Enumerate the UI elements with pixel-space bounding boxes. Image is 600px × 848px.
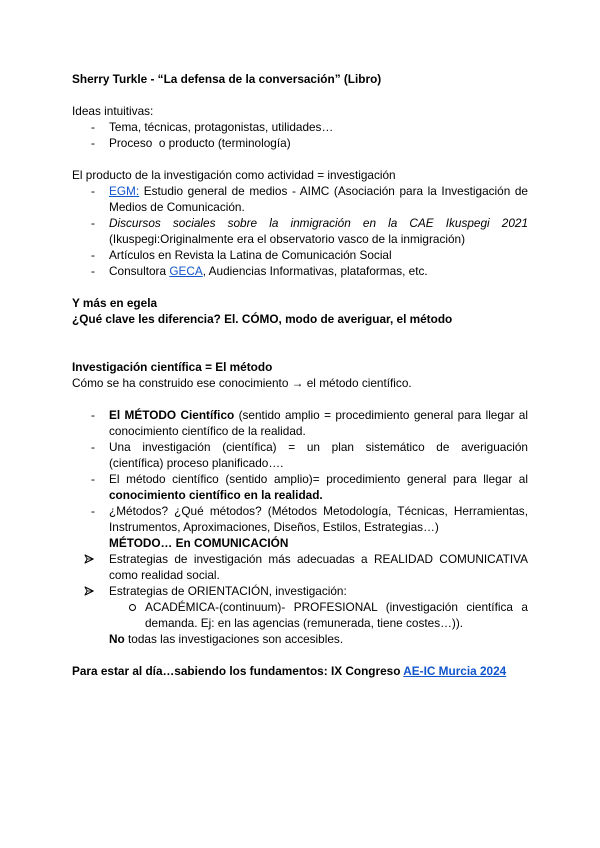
- list-item-egm: [72, 183, 528, 215]
- academica-line-1: ACADÉMICA-(continuum)- PROFESIONAL (investigación científica a: [145, 600, 528, 614]
- egela-section: [72, 295, 528, 327]
- dash-bullet: -: [91, 504, 95, 518]
- ideas-section: [72, 103, 528, 151]
- estrategias-realidad-line-2: como realidad social.: [109, 568, 220, 582]
- consultora-text-after: , Audiencias Informativas, plataformas, etc.: [202, 264, 428, 278]
- dash-bullet: -: [91, 184, 95, 198]
- egm-line-1: [109, 183, 528, 199]
- list-item-articulos: [72, 247, 528, 263]
- metodo-intro: Cómo se ha construido ese conocimiento → el método científico.: [72, 376, 412, 390]
- consultora-line: [109, 263, 528, 279]
- list-item-metodos: [72, 503, 528, 535]
- articulos-text: Artículos en Revista la Latina de Comunicación Social: [109, 248, 392, 262]
- ideas-heading: Ideas intuitivas:: [72, 104, 154, 118]
- arrowhead-icon: [84, 554, 94, 564]
- metodo-cientifico-line-1: [109, 407, 528, 423]
- arrow-item-estrategias-realidad: [72, 551, 528, 583]
- discursos-line-1: Discursos sociales sobre la inmigración en la CAE Ikuspegi 2021: [109, 216, 528, 230]
- arrowhead-icon: [84, 586, 94, 596]
- dash-bullet: -: [91, 216, 95, 230]
- list-item-consultora: [72, 263, 528, 279]
- metodo-heading: Investigación científica = El método: [72, 360, 273, 374]
- consultora-text-before: Consultora: [109, 264, 170, 278]
- egm-line-2: Medios de Comunicación.: [109, 200, 245, 214]
- document-title: Sherry Turkle - “La defensa de la conversación” (Libro): [72, 72, 382, 86]
- congreso-line: [72, 663, 528, 679]
- egm-link[interactable]: EGM:: [109, 184, 140, 198]
- sub-item-academica: [72, 599, 528, 631]
- metodo-section: [72, 359, 528, 647]
- dash-bullet: -: [91, 264, 95, 278]
- list-item-discursos: [72, 215, 528, 247]
- investigacion-line-1: Una investigación (científica) = un plan sistemático de averiguación: [109, 440, 528, 454]
- note-text: todas las investigaciones son accesibles.: [124, 632, 344, 646]
- metodo-cientifico-line-2: conocimiento científico de la realidad.: [109, 424, 306, 438]
- circle-bullet-icon: [129, 604, 136, 611]
- academica-line-2: demanda. Ej: en las agencias (remunerada, tiene costes…)).: [145, 616, 464, 630]
- metodo-amplio-line-2: conocimiento científico en la realidad.: [109, 488, 323, 502]
- comunicacion-heading: MÉTODO… En COMUNICACIÓN: [109, 536, 289, 550]
- discursos-line-2: (Ikuspegi:Originalmente era el observatorio vasco de la inmigración): [109, 232, 466, 246]
- metodos-line-1: ¿Métodos? ¿Qué métodos? (Métodos Metodología, Técnicas, Herramientas,: [109, 504, 528, 518]
- list-item-proceso: [72, 135, 528, 151]
- estrategias-orientacion-text: Estrategias de ORIENTACIÓN, investigación:: [109, 584, 347, 598]
- producto-section: [72, 167, 528, 279]
- congreso-text: Para estar al día…sabiendo los fundamentos: IX Congreso: [72, 664, 404, 678]
- dash-bullet: -: [91, 440, 95, 454]
- dash-bullet: -: [91, 136, 95, 150]
- dash-bullet: -: [91, 408, 95, 422]
- accesibles-note: [72, 631, 528, 647]
- egela-line: Y más en egela: [72, 296, 158, 310]
- metodo-amplio-line-1: El método científico (sentido amplio)= procedimiento general para llegar al: [109, 472, 528, 486]
- note-bold: No: [109, 632, 125, 646]
- geca-link[interactable]: GECA: [169, 264, 203, 278]
- metodo-cientifico-bold: El MÉTODO Científico: [109, 408, 235, 422]
- list-item-metodo-amplio: [72, 471, 528, 503]
- dash-bullet: -: [91, 120, 95, 134]
- estrategias-realidad-line-1: Estrategias de investigación más adecuadas a REALIDAD COMUNICATIVA: [109, 552, 528, 566]
- list-item-tema: [72, 119, 528, 135]
- investigacion-line-2: (científica) proceso planificado….: [109, 456, 284, 470]
- producto-heading: El producto de la investigación como actividad = investigación: [72, 168, 396, 182]
- list-item-text: Tema, técnicas, protagonistas, utilidades…: [109, 120, 334, 134]
- clave-question: ¿Qué clave les diferencia? El. CÓMO, modo de averiguar, el método: [72, 312, 453, 326]
- egm-text: Estudio general de medios - AIMC (Asociación para la Investigación de: [139, 184, 528, 198]
- list-item-investigacion: [72, 439, 528, 471]
- list-item-metodo-cientifico: [72, 407, 528, 439]
- metodo-cientifico-text: (sentido amplio = procedimiento general para llegar al: [234, 408, 528, 422]
- list-item-text: Proceso o producto (terminología): [109, 136, 291, 150]
- ae-ic-murcia-link[interactable]: AE-IC Murcia 2024: [403, 664, 507, 678]
- arrow-item-estrategias-orientacion: [72, 583, 528, 599]
- dash-bullet: -: [91, 248, 95, 262]
- metodos-line-2: Instrumentos, Aproximaciones, Diseños, Estilos, Estrategias…): [109, 520, 439, 534]
- dash-bullet: -: [91, 472, 95, 486]
